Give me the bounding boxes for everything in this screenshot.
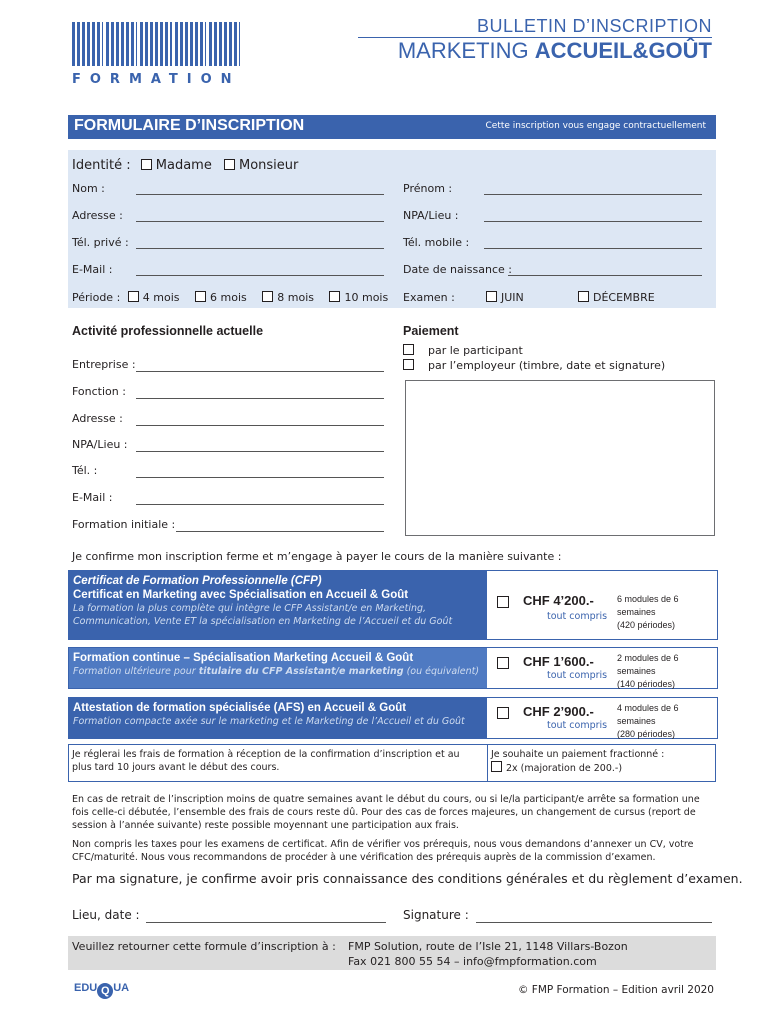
retrait-text (72, 793, 716, 832)
periode-8-checkbox[interactable] (262, 291, 273, 302)
fractionne-checkbox[interactable] (491, 761, 502, 772)
fee-afs-description (69, 698, 487, 738)
prenom-field[interactable] (484, 194, 702, 195)
tel-prive-field[interactable] (136, 248, 384, 249)
fee-continue-title: Formation continue – Spécialisation Marketing Accueil & Goût (73, 652, 414, 664)
reglement-right-1: Je souhaite un paiement fractionné : (491, 749, 665, 760)
examen-label: Examen : (403, 291, 455, 304)
fee-row-afs (68, 697, 718, 739)
logo-bars (72, 22, 240, 66)
pro-email-field[interactable] (136, 504, 384, 505)
identity-label: Identité : (72, 158, 131, 173)
participant-label: par le participant (428, 344, 523, 357)
npa-label: NPA/Lieu : (403, 209, 459, 222)
eduqua-logo (74, 982, 129, 999)
reglement-left-1: Je réglerai les frais de formation à réception de la confirmation d’inscription et au (72, 749, 460, 760)
fee-afs-duration (617, 702, 717, 741)
paiement-employeur-option (403, 359, 665, 372)
fee-row-cfp (68, 570, 718, 640)
pro-adresse-label: Adresse : (72, 412, 123, 425)
fee-afs-dur2: (280 périodes) (617, 729, 676, 739)
fee-row-continue (68, 647, 718, 689)
title-light: MARKETING (397, 38, 529, 63)
pro-npa-field[interactable] (136, 451, 384, 452)
pro-npa-label: NPA/Lieu : (72, 438, 128, 451)
juin-label: JUIN (501, 291, 524, 304)
periode-10-label: 10 mois (344, 291, 389, 304)
decembre-option (578, 291, 655, 304)
entreprise-label: Entreprise : (72, 358, 136, 371)
fee-cfp-price: CHF 4’200.- (523, 593, 594, 608)
form-title: FORMULAIRE D’INSCRIPTION (74, 117, 305, 134)
periode-10-checkbox[interactable] (329, 291, 340, 302)
nom-field[interactable] (136, 194, 384, 195)
pro-tel-label: Tél. : (72, 464, 98, 477)
return-address-1: FMP Solution, route de l’Isle 21, 1148 Villars-Bozon (348, 940, 628, 953)
fee-continue-dur1: 2 modules de 6 semaines (617, 653, 679, 676)
npa-field[interactable] (484, 221, 702, 222)
form-title-bar (68, 115, 716, 139)
identity-section (68, 150, 716, 308)
activite-title: Activité professionnelle actuelle (72, 324, 264, 338)
fee-continue-duration (617, 652, 717, 691)
madame-checkbox[interactable] (141, 159, 152, 170)
confirm-text: Je confirme mon inscription ferme et m’engage à payer le cours de la manière suivante : (72, 550, 562, 563)
periode-label: Période : (72, 291, 121, 304)
fee-continue-checkbox[interactable] (497, 657, 509, 669)
fee-afs-dur1: 4 modules de 6 semaines (617, 703, 679, 726)
fee-afs-title: Attestation de formation spécialisée (AFS) en Accueil & Goût (73, 702, 407, 714)
employeur-label: par l’employeur (timbre, date et signature) (428, 359, 666, 372)
periode-row (72, 291, 388, 304)
employer-stamp-box[interactable] (405, 380, 715, 536)
juin-checkbox[interactable] (486, 291, 497, 302)
formation-initiale-label: Formation initiale : (72, 518, 176, 531)
tel-prive-label: Tél. privé : (72, 236, 129, 249)
pro-email-label: E-Mail : (72, 491, 113, 504)
eduqua-part-a: EDU (74, 982, 98, 994)
monsieur-label: Monsieur (238, 158, 299, 173)
fee-afs-price: CHF 2’900.- (523, 704, 594, 719)
fee-cfp-dur1: 6 modules de 6 semaines (617, 594, 679, 617)
signature-label: Signature : (403, 908, 469, 922)
fee-cfp-sub2: Communication, Vente ET la spécialisation en Marketing de l’Accueil et du Goût (73, 616, 453, 627)
return-address-2: Fax 021 800 55 54 – info@fmpformation.com (348, 955, 597, 968)
fee-afs-checkbox[interactable] (497, 707, 509, 719)
adresse-label: Adresse : (72, 209, 123, 222)
fee-continue-price: CHF 1’600.- (523, 654, 594, 669)
fee-continue-sub (73, 665, 483, 678)
lieu-date-field[interactable] (146, 922, 386, 923)
periode-4-label: 4 mois (142, 291, 180, 304)
return-address-box (68, 936, 716, 970)
fee-cfp-title: Certificat en Marketing avec Spécialisation en Accueil & Goût (73, 589, 409, 601)
fonction-field[interactable] (136, 398, 384, 399)
fee-continue-sub-c: (ou équivalent) (403, 666, 480, 677)
email-field[interactable] (136, 275, 384, 276)
fee-cfp-dur2: (420 périodes) (617, 620, 676, 630)
eduqua-q: Q (97, 983, 113, 999)
form-note: Cette inscription vous engage contractuellement (485, 121, 706, 131)
copyright: © FMP Formation – Edition avril 2020 (517, 984, 714, 996)
date-naissance-field[interactable] (508, 275, 702, 276)
email-label: E-Mail : (72, 263, 113, 276)
fee-continue-dur2: (140 périodes) (617, 679, 676, 689)
fee-cfp-checkbox[interactable] (497, 596, 509, 608)
reglement-left-2: plus tard 10 jours avant le début des cours. (72, 762, 280, 773)
tel-mobile-label: Tél. mobile : (403, 236, 470, 249)
periode-6-checkbox[interactable] (195, 291, 206, 302)
reglement-divider (487, 745, 488, 781)
reglement-right-2: 2x (majoration de 200.-) (506, 763, 623, 774)
signature-statement: Par ma signature, je confirme avoir pris connaissance des conditions générales et du règlement d’examen. (72, 871, 743, 886)
employeur-checkbox[interactable] (403, 359, 414, 370)
taxes-line: CFC/maturité. Nous vous recommandons de procéder à une vérification des prérequis auprès de la commission d’examen. (72, 852, 656, 863)
logo-word: FORMATION (72, 72, 241, 87)
entreprise-field[interactable] (136, 371, 384, 372)
date-naissance-label: Date de naissance : (403, 263, 512, 276)
taxes-line: Non compris les taxes pour les examens de certificat. Afin de vérifier vos prérequis, nous vous demandons d’annexer un CV, votre (72, 839, 694, 850)
return-address (348, 939, 628, 969)
eduqua-part-b: UA (113, 982, 130, 994)
fee-afs-sub: Formation compacte axée sur le marketing et le Marketing de l’Accueil et du Goût (73, 716, 465, 727)
fee-cfp-sub1: La formation la plus complète qui intègre le CFP Assistant/e en Marketing, (73, 603, 427, 614)
decembre-label: DÉCEMBRE (593, 291, 655, 304)
juin-option (486, 291, 524, 304)
periode-8-label: 8 mois (277, 291, 314, 304)
retrait-line: session à l’année suivante) reste possible moyennant une participation aux frais. (72, 820, 459, 831)
reglement-left (72, 748, 484, 774)
identity-row (72, 158, 298, 173)
pro-tel-field[interactable] (136, 477, 384, 478)
madame-label: Madame (155, 158, 212, 173)
paiement-title: Paiement (403, 324, 459, 338)
taxes-text (72, 838, 716, 864)
doc-title-line1: BULLETIN D’INSCRIPTION (476, 16, 712, 36)
lieu-date-label: Lieu, date : (72, 908, 140, 922)
return-label: Veuillez retourner cette formule d’inscription à : (72, 940, 336, 953)
fee-cfp-pre: Certificat de Formation Professionnelle (CFP) (73, 575, 322, 587)
fee-continue-tout: tout compris (547, 670, 608, 681)
paiement-participant-option (403, 344, 523, 357)
reglement-right (491, 748, 664, 775)
decembre-checkbox[interactable] (578, 291, 589, 302)
fee-cfp-description (69, 571, 487, 639)
fee-continue-sub-a: Formation ultérieure pour (73, 666, 199, 677)
nom-label: Nom : (72, 182, 105, 195)
fee-afs-tout: tout compris (547, 720, 608, 731)
fmp-logo (72, 22, 240, 92)
fee-continue-description (69, 648, 487, 688)
retrait-line: fois celle-ci débutée, l’ensemble des frais de cours reste dû. Pour des cas de forces majeures, un changement de cursus (report de (72, 807, 696, 818)
fonction-label: Fonction : (72, 385, 126, 398)
fee-continue-sub-b: titulaire du CFP Assistant/e marketing (198, 666, 404, 677)
participant-checkbox[interactable] (403, 344, 414, 355)
signature-field[interactable] (476, 922, 712, 923)
fee-cfp-tout: tout compris (547, 611, 608, 622)
periode-6-label: 6 mois (210, 291, 247, 304)
tel-mobile-field[interactable] (484, 248, 702, 249)
pro-adresse-field[interactable] (136, 425, 384, 426)
formation-initiale-field[interactable] (176, 531, 384, 532)
periode-4-checkbox[interactable] (128, 291, 139, 302)
adresse-field[interactable] (136, 221, 384, 222)
prenom-label: Prénom : (403, 182, 453, 195)
retrait-line: En cas de retrait de l’inscription moins de quatre semaines avant le début du cours, ou si le/la participant/e arrête sa formation une (72, 794, 700, 805)
title-bold: ACCUEIL&GOÛT (534, 38, 712, 63)
doc-title-line2 (398, 38, 712, 64)
reglement-box (68, 744, 716, 782)
monsieur-checkbox[interactable] (224, 159, 235, 170)
fee-cfp-duration (617, 593, 717, 632)
